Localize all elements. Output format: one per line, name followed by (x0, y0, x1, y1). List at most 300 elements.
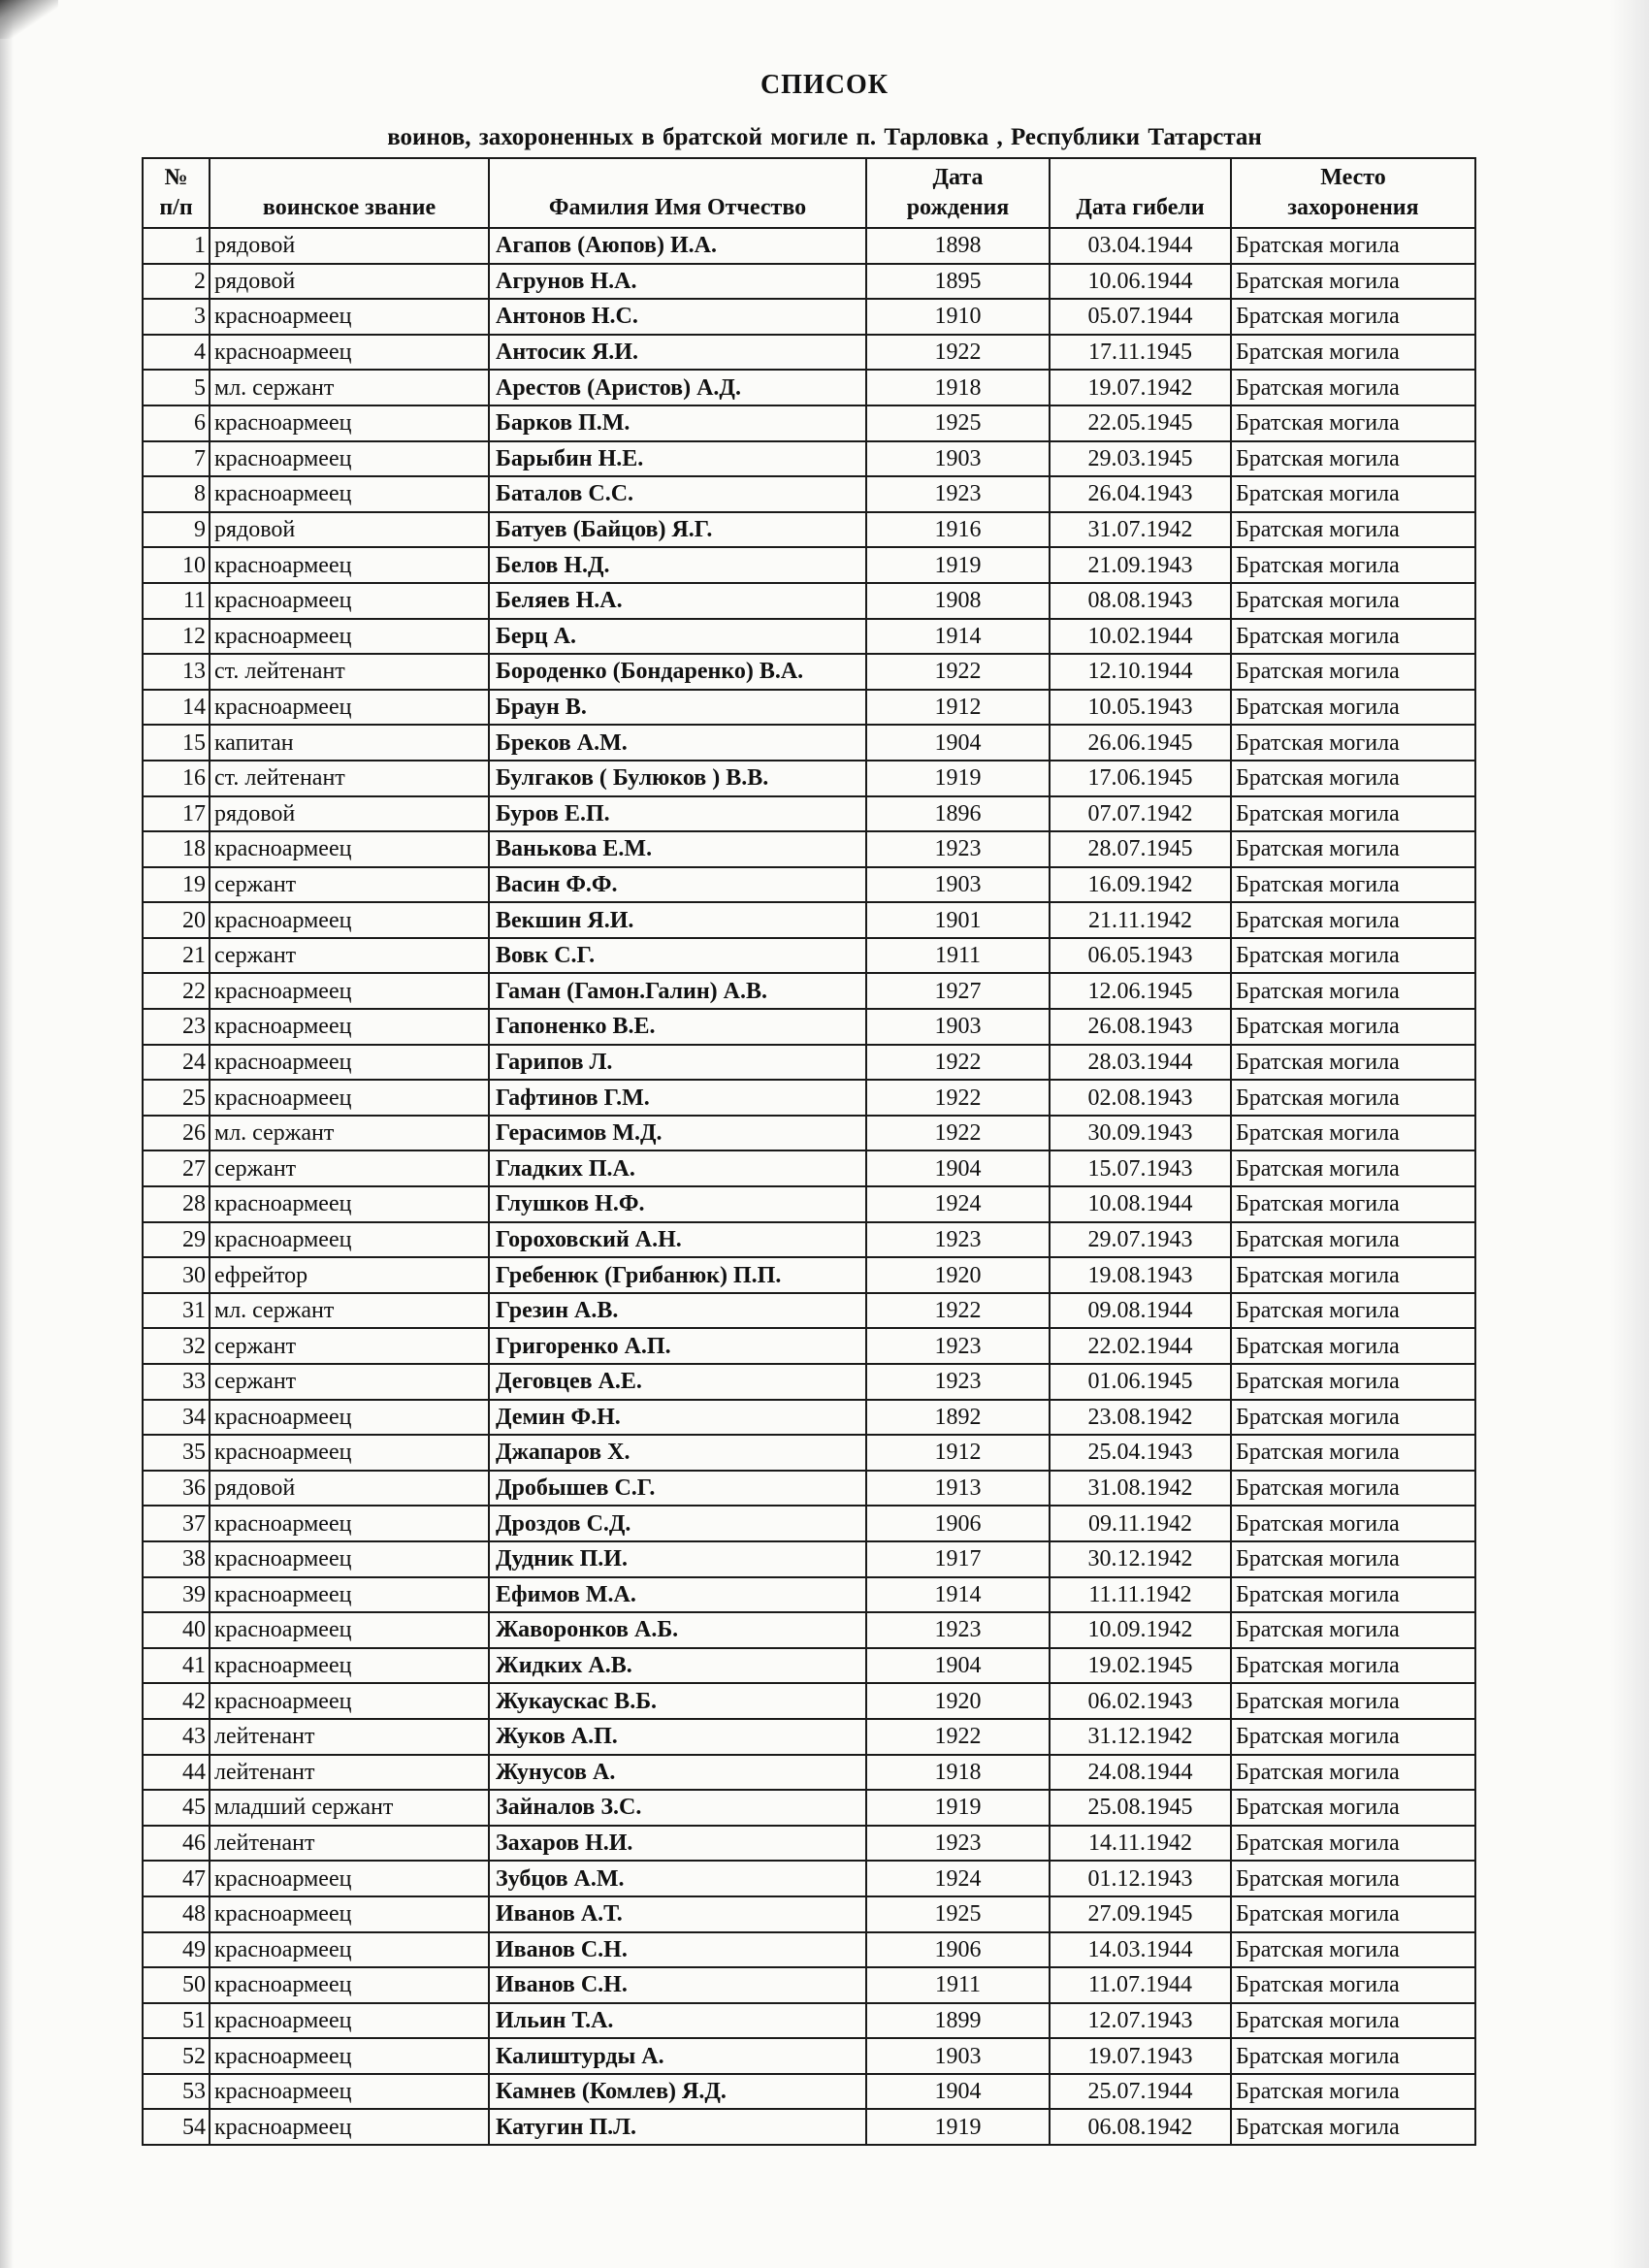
burial-place-cell: Братская могила (1231, 690, 1475, 726)
full-name-cell: Жуков А.П. (489, 1719, 866, 1755)
table-header-row (143, 158, 1475, 228)
header-num: № п/п (143, 158, 210, 228)
full-name-cell: Деговцев А.Е. (489, 1364, 866, 1400)
military-rank-cell: красноармеец (210, 1967, 489, 2003)
military-rank-cell: красноармеец (210, 405, 489, 441)
row-number-cell: 36 (143, 1471, 210, 1507)
table-row (143, 2003, 1475, 2039)
table-row (143, 1435, 1475, 1471)
row-number-cell: 25 (143, 1080, 210, 1116)
military-rank-cell: рядовой (210, 512, 489, 548)
full-name-cell: Иванов А.Т. (489, 1896, 866, 1932)
document-title: СПИСОК (760, 70, 889, 100)
death-date-cell: 10.06.1944 (1050, 264, 1231, 300)
birth-date-cell: 1924 (866, 1186, 1050, 1222)
death-date-cell: 31.12.1942 (1050, 1719, 1231, 1755)
birth-date-cell: 1904 (866, 1150, 1050, 1186)
birth-date-cell: 1916 (866, 512, 1050, 548)
table-row (143, 690, 1475, 726)
military-rank-cell: красноармеец (210, 2038, 489, 2074)
birth-date-cell: 1904 (866, 1648, 1050, 1684)
table-row (143, 1150, 1475, 1186)
table-row (143, 1861, 1475, 1896)
death-date-cell: 19.07.1942 (1050, 370, 1231, 405)
death-date-cell: 11.07.1944 (1050, 1967, 1231, 2003)
table-row (143, 1045, 1475, 1081)
death-date-cell: 07.07.1942 (1050, 796, 1231, 832)
death-date-cell: 09.08.1944 (1050, 1293, 1231, 1329)
birth-date-cell: 1912 (866, 690, 1050, 726)
table-row (143, 1257, 1475, 1293)
birth-date-cell: 1903 (866, 441, 1050, 477)
burial-place-cell: Братская могила (1231, 1755, 1475, 1791)
birth-date-cell: 1922 (866, 1116, 1050, 1151)
row-number-cell: 50 (143, 1967, 210, 2003)
military-rank-cell: красноармеец (210, 1045, 489, 1081)
row-number-cell: 52 (143, 2038, 210, 2074)
military-rank-cell: мл. сержант (210, 1116, 489, 1151)
burial-place-cell: Братская могила (1231, 2074, 1475, 2110)
header-death-date: Дата гибели (1050, 158, 1231, 228)
burial-place-cell: Братская могила (1231, 1896, 1475, 1932)
full-name-cell: Беляев Н.А. (489, 583, 866, 619)
row-number-cell: 35 (143, 1435, 210, 1471)
birth-date-cell: 1912 (866, 1435, 1050, 1471)
row-number-cell: 13 (143, 654, 210, 690)
table-row (143, 1186, 1475, 1222)
full-name-cell: Ефимов М.А. (489, 1577, 866, 1613)
full-name-cell: Герасимов М.Д. (489, 1116, 866, 1151)
birth-date-cell: 1904 (866, 2074, 1050, 2110)
full-name-cell: Жукаускас В.Б. (489, 1683, 866, 1719)
birth-date-cell: 1923 (866, 1364, 1050, 1400)
row-number-cell: 21 (143, 938, 210, 974)
row-number-cell: 44 (143, 1755, 210, 1791)
burial-place-cell: Братская могила (1231, 228, 1475, 264)
military-rank-cell: красноармеец (210, 1009, 489, 1045)
military-rank-cell: красноармеец (210, 2003, 489, 2039)
death-date-cell: 09.11.1942 (1050, 1506, 1231, 1541)
table-row (143, 1541, 1475, 1577)
table-row (143, 1826, 1475, 1862)
row-number-cell: 2 (143, 264, 210, 300)
military-rank-cell: сержант (210, 1150, 489, 1186)
row-number-cell: 32 (143, 1328, 210, 1364)
burial-place-cell: Братская могила (1231, 1541, 1475, 1577)
full-name-cell: Бреков А.М. (489, 725, 866, 761)
table-row (143, 1364, 1475, 1400)
birth-date-cell: 1917 (866, 1541, 1050, 1577)
birth-date-cell: 1923 (866, 1612, 1050, 1648)
burial-place-cell: Братская могила (1231, 441, 1475, 477)
burial-place-cell: Братская могила (1231, 299, 1475, 335)
row-number-cell: 38 (143, 1541, 210, 1577)
table-row (143, 831, 1475, 867)
table-row (143, 1932, 1475, 1968)
death-date-cell: 12.10.1944 (1050, 654, 1231, 690)
row-number-cell: 34 (143, 1400, 210, 1436)
burial-place-cell: Братская могила (1231, 973, 1475, 1009)
row-number-cell: 5 (143, 370, 210, 405)
death-date-cell: 10.02.1944 (1050, 619, 1231, 655)
table-row (143, 1471, 1475, 1507)
table-row (143, 1080, 1475, 1116)
military-rank-cell: мл. сержант (210, 1293, 489, 1329)
birth-date-cell: 1925 (866, 405, 1050, 441)
full-name-cell: Жаворонков А.Б. (489, 1612, 866, 1648)
military-rank-cell: мл. сержант (210, 370, 489, 405)
table-row (143, 761, 1475, 796)
birth-date-cell: 1906 (866, 1932, 1050, 1968)
full-name-cell: Гороховский А.Н. (489, 1222, 866, 1258)
death-date-cell: 22.05.1945 (1050, 405, 1231, 441)
death-date-cell: 26.08.1943 (1050, 1009, 1231, 1045)
birth-date-cell: 1924 (866, 1861, 1050, 1896)
military-rank-cell: красноармеец (210, 1577, 489, 1613)
row-number-cell: 9 (143, 512, 210, 548)
military-rank-cell: рядовой (210, 1471, 489, 1507)
death-date-cell: 21.09.1943 (1050, 547, 1231, 583)
death-date-cell: 30.12.1942 (1050, 1541, 1231, 1577)
birth-date-cell: 1918 (866, 1755, 1050, 1791)
burial-place-cell: Братская могила (1231, 1009, 1475, 1045)
burial-place-cell: Братская могила (1231, 1683, 1475, 1719)
death-date-cell: 23.08.1942 (1050, 1400, 1231, 1436)
burial-place-cell: Братская могила (1231, 1612, 1475, 1648)
death-date-cell: 06.02.1943 (1050, 1683, 1231, 1719)
military-rank-cell: красноармеец (210, 902, 489, 938)
birth-date-cell: 1911 (866, 938, 1050, 974)
death-date-cell: 10.05.1943 (1050, 690, 1231, 726)
full-name-cell: Камнев (Комлев) Я.Д. (489, 2074, 866, 2110)
birth-date-cell: 1908 (866, 583, 1050, 619)
document-subtitle: воинов, захороненных в братской могиле п. Тарловка , Республики Татарстан (387, 124, 1262, 150)
death-date-cell: 24.08.1944 (1050, 1755, 1231, 1791)
burial-place-cell: Братская могила (1231, 1150, 1475, 1186)
death-date-cell: 01.12.1943 (1050, 1861, 1231, 1896)
death-date-cell: 19.08.1943 (1050, 1257, 1231, 1293)
row-number-cell: 47 (143, 1861, 210, 1896)
military-rank-cell: красноармеец (210, 299, 489, 335)
burial-place-cell: Братская могила (1231, 583, 1475, 619)
military-rank-cell: красноармеец (210, 1896, 489, 1932)
row-number-cell: 33 (143, 1364, 210, 1400)
burial-place-cell: Братская могила (1231, 1045, 1475, 1081)
row-number-cell: 31 (143, 1293, 210, 1329)
table-row (143, 1328, 1475, 1364)
burial-place-cell: Братская могила (1231, 1826, 1475, 1862)
military-rank-cell: красноармеец (210, 1506, 489, 1541)
row-number-cell: 4 (143, 335, 210, 371)
burial-place-cell: Братская могила (1231, 1364, 1475, 1400)
military-rank-cell: лейтенант (210, 1719, 489, 1755)
birth-date-cell: 1925 (866, 1896, 1050, 1932)
row-number-cell: 18 (143, 831, 210, 867)
military-rank-cell: сержант (210, 1328, 489, 1364)
burial-place-cell: Братская могила (1231, 264, 1475, 300)
burial-place-cell: Братская могила (1231, 1080, 1475, 1116)
table-row (143, 1967, 1475, 2003)
row-number-cell: 3 (143, 299, 210, 335)
burial-place-cell: Братская могила (1231, 1967, 1475, 2003)
scan-left-edge (0, 0, 14, 2268)
full-name-cell: Калиштурды А. (489, 2038, 866, 2074)
military-rank-cell: красноармеец (210, 831, 489, 867)
military-rank-cell: красноармеец (210, 619, 489, 655)
military-rank-cell: красноармеец (210, 973, 489, 1009)
death-date-cell: 29.03.1945 (1050, 441, 1231, 477)
full-name-cell: Векшин Я.И. (489, 902, 866, 938)
table-row (143, 1896, 1475, 1932)
table-row (143, 441, 1475, 477)
full-name-cell: Барков П.М. (489, 405, 866, 441)
table-row (143, 1506, 1475, 1541)
burial-place-cell: Братская могила (1231, 476, 1475, 512)
death-date-cell: 31.07.1942 (1050, 512, 1231, 548)
table-row (143, 1719, 1475, 1755)
birth-date-cell: 1919 (866, 547, 1050, 583)
full-name-cell: Дробышев С.Г. (489, 1471, 866, 1507)
burial-place-cell: Братская могила (1231, 335, 1475, 371)
burial-place-cell: Братская могила (1231, 619, 1475, 655)
full-name-cell: Антонов Н.С. (489, 299, 866, 335)
birth-date-cell: 1911 (866, 1967, 1050, 2003)
death-date-cell: 11.11.1942 (1050, 1577, 1231, 1613)
scan-corner-shadow (0, 0, 58, 39)
table-row (143, 228, 1475, 264)
military-rank-cell: красноармеец (210, 547, 489, 583)
birth-date-cell: 1922 (866, 1045, 1050, 1081)
birth-date-cell: 1901 (866, 902, 1050, 938)
military-rank-cell: лейтенант (210, 1826, 489, 1862)
full-name-cell: Катугин П.Л. (489, 2109, 866, 2145)
military-rank-cell: красноармеец (210, 441, 489, 477)
table-row (143, 1116, 1475, 1151)
row-number-cell: 10 (143, 547, 210, 583)
table-row (143, 2074, 1475, 2110)
full-name-cell: Жидких А.В. (489, 1648, 866, 1684)
death-date-cell: 10.08.1944 (1050, 1186, 1231, 1222)
burial-place-cell: Братская могила (1231, 1506, 1475, 1541)
row-number-cell: 46 (143, 1826, 210, 1862)
table-row (143, 264, 1475, 300)
full-name-cell: Иванов С.Н. (489, 1932, 866, 1968)
full-name-cell: Зайналов З.С. (489, 1790, 866, 1826)
table-row (143, 1612, 1475, 1648)
burial-place-cell: Братская могила (1231, 1471, 1475, 1507)
burial-place-cell: Братская могила (1231, 1648, 1475, 1684)
birth-date-cell: 1892 (866, 1400, 1050, 1436)
row-number-cell: 1 (143, 228, 210, 264)
death-date-cell: 26.06.1945 (1050, 725, 1231, 761)
row-number-cell: 27 (143, 1150, 210, 1186)
full-name-cell: Антосик Я.И. (489, 335, 866, 371)
full-name-cell: Дудник П.И. (489, 1541, 866, 1577)
burial-place-cell: Братская могила (1231, 370, 1475, 405)
birth-date-cell: 1913 (866, 1471, 1050, 1507)
row-number-cell: 54 (143, 2109, 210, 2145)
full-name-cell: Баталов С.С. (489, 476, 866, 512)
military-rank-cell: красноармеец (210, 1400, 489, 1436)
full-name-cell: Агапов (Аюпов) И.А. (489, 228, 866, 264)
death-date-cell: 22.02.1944 (1050, 1328, 1231, 1364)
birth-date-cell: 1918 (866, 370, 1050, 405)
military-rank-cell: сержант (210, 867, 489, 903)
death-date-cell: 30.09.1943 (1050, 1116, 1231, 1151)
full-name-cell: Ванькова Е.М. (489, 831, 866, 867)
death-date-cell: 06.05.1943 (1050, 938, 1231, 974)
death-date-cell: 28.03.1944 (1050, 1045, 1231, 1081)
burial-place-cell: Братская могила (1231, 1400, 1475, 1436)
table-row (143, 476, 1475, 512)
table-row (143, 299, 1475, 335)
military-rank-cell: красноармеец (210, 476, 489, 512)
burial-place-cell: Братская могила (1231, 654, 1475, 690)
birth-date-cell: 1923 (866, 1826, 1050, 1862)
death-date-cell: 05.07.1944 (1050, 299, 1231, 335)
row-number-cell: 6 (143, 405, 210, 441)
military-rank-cell: красноармеец (210, 1541, 489, 1577)
military-rank-cell: сержант (210, 938, 489, 974)
burial-place-cell: Братская могила (1231, 1719, 1475, 1755)
death-date-cell: 19.02.1945 (1050, 1648, 1231, 1684)
row-number-cell: 19 (143, 867, 210, 903)
birth-date-cell: 1927 (866, 973, 1050, 1009)
burial-place-cell: Братская могила (1231, 405, 1475, 441)
full-name-cell: Зубцов А.М. (489, 1861, 866, 1896)
burial-place-cell: Братская могила (1231, 1577, 1475, 1613)
full-name-cell: Булгаков ( Булюков ) В.В. (489, 761, 866, 796)
table-row (143, 1400, 1475, 1436)
death-date-cell: 21.11.1942 (1050, 902, 1231, 938)
row-number-cell: 39 (143, 1577, 210, 1613)
death-date-cell: 12.07.1943 (1050, 2003, 1231, 2039)
military-rank-cell: ст. лейтенант (210, 761, 489, 796)
military-rank-cell: красноармеец (210, 1222, 489, 1258)
burial-list-table (142, 157, 1476, 2146)
birth-date-cell: 1923 (866, 1328, 1050, 1364)
military-rank-cell: красноармеец (210, 1683, 489, 1719)
military-rank-cell: красноармеец (210, 1186, 489, 1222)
row-number-cell: 23 (143, 1009, 210, 1045)
burial-place-cell: Братская могила (1231, 1328, 1475, 1364)
row-number-cell: 15 (143, 725, 210, 761)
birth-date-cell: 1923 (866, 476, 1050, 512)
table-row (143, 1222, 1475, 1258)
birth-date-cell: 1903 (866, 2038, 1050, 2074)
burial-place-cell: Братская могила (1231, 831, 1475, 867)
military-rank-cell: красноармеец (210, 2074, 489, 2110)
full-name-cell: Буров Е.П. (489, 796, 866, 832)
table-row (143, 1293, 1475, 1329)
death-date-cell: 03.04.1944 (1050, 228, 1231, 264)
birth-date-cell: 1923 (866, 1222, 1050, 1258)
header-name: Фамилия Имя Отчество (489, 158, 866, 228)
row-number-cell: 8 (143, 476, 210, 512)
burial-place-cell: Братская могила (1231, 512, 1475, 548)
death-date-cell: 17.06.1945 (1050, 761, 1231, 796)
row-number-cell: 16 (143, 761, 210, 796)
military-rank-cell: красноармеец (210, 1648, 489, 1684)
birth-date-cell: 1896 (866, 796, 1050, 832)
full-name-cell: Бороденко (Бондаренко) В.А. (489, 654, 866, 690)
row-number-cell: 30 (143, 1257, 210, 1293)
full-name-cell: Демин Ф.Н. (489, 1400, 866, 1436)
row-number-cell: 48 (143, 1896, 210, 1932)
burial-place-cell: Братская могила (1231, 938, 1475, 974)
military-rank-cell: ефрейтор (210, 1257, 489, 1293)
burial-place-cell: Братская могила (1231, 1116, 1475, 1151)
full-name-cell: Ильин Т.А. (489, 2003, 866, 2039)
military-rank-cell: капитан (210, 725, 489, 761)
military-rank-cell: младший сержант (210, 1790, 489, 1826)
row-number-cell: 20 (143, 902, 210, 938)
burial-place-cell: Братская могила (1231, 547, 1475, 583)
table-row (143, 547, 1475, 583)
military-rank-cell: сержант (210, 1364, 489, 1400)
birth-date-cell: 1923 (866, 831, 1050, 867)
full-name-cell: Берц А. (489, 619, 866, 655)
birth-date-cell: 1904 (866, 725, 1050, 761)
military-rank-cell: красноармеец (210, 2109, 489, 2145)
table-row (143, 938, 1475, 974)
table-row (143, 2109, 1475, 2145)
military-rank-cell: красноармеец (210, 1861, 489, 1896)
burial-place-cell: Братская могила (1231, 2038, 1475, 2074)
row-number-cell: 12 (143, 619, 210, 655)
row-number-cell: 7 (143, 441, 210, 477)
full-name-cell: Батуев (Байцов) Я.Г. (489, 512, 866, 548)
burial-place-cell: Братская могила (1231, 1861, 1475, 1896)
death-date-cell: 12.06.1945 (1050, 973, 1231, 1009)
burial-place-cell: Братская могила (1231, 902, 1475, 938)
table-body (143, 228, 1475, 2145)
death-date-cell: 25.08.1945 (1050, 1790, 1231, 1826)
birth-date-cell: 1920 (866, 1257, 1050, 1293)
table-row (143, 654, 1475, 690)
death-date-cell: 31.08.1942 (1050, 1471, 1231, 1507)
death-date-cell: 26.04.1943 (1050, 476, 1231, 512)
full-name-cell: Васин Ф.Ф. (489, 867, 866, 903)
row-number-cell: 17 (143, 796, 210, 832)
table-row (143, 1648, 1475, 1684)
death-date-cell: 16.09.1942 (1050, 867, 1231, 903)
birth-date-cell: 1922 (866, 1719, 1050, 1755)
burial-place-cell: Братская могила (1231, 1293, 1475, 1329)
death-date-cell: 02.08.1943 (1050, 1080, 1231, 1116)
military-rank-cell: красноармеец (210, 1612, 489, 1648)
birth-date-cell: 1922 (866, 335, 1050, 371)
row-number-cell: 53 (143, 2074, 210, 2110)
death-date-cell: 29.07.1943 (1050, 1222, 1231, 1258)
birth-date-cell: 1922 (866, 1080, 1050, 1116)
full-name-cell: Иванов С.Н. (489, 1967, 866, 2003)
birth-date-cell: 1903 (866, 867, 1050, 903)
burial-place-cell: Братская могила (1231, 2109, 1475, 2145)
table-row (143, 1009, 1475, 1045)
death-date-cell: 27.09.1945 (1050, 1896, 1231, 1932)
military-rank-cell: красноармеец (210, 583, 489, 619)
full-name-cell: Захаров Н.И. (489, 1826, 866, 1862)
birth-date-cell: 1906 (866, 1506, 1050, 1541)
table-row (143, 1790, 1475, 1826)
birth-date-cell: 1903 (866, 1009, 1050, 1045)
full-name-cell: Арестов (Аристов) А.Д. (489, 370, 866, 405)
full-name-cell: Браун В. (489, 690, 866, 726)
full-name-cell: Гафтинов Г.М. (489, 1080, 866, 1116)
birth-date-cell: 1919 (866, 1790, 1050, 1826)
table-row (143, 335, 1475, 371)
